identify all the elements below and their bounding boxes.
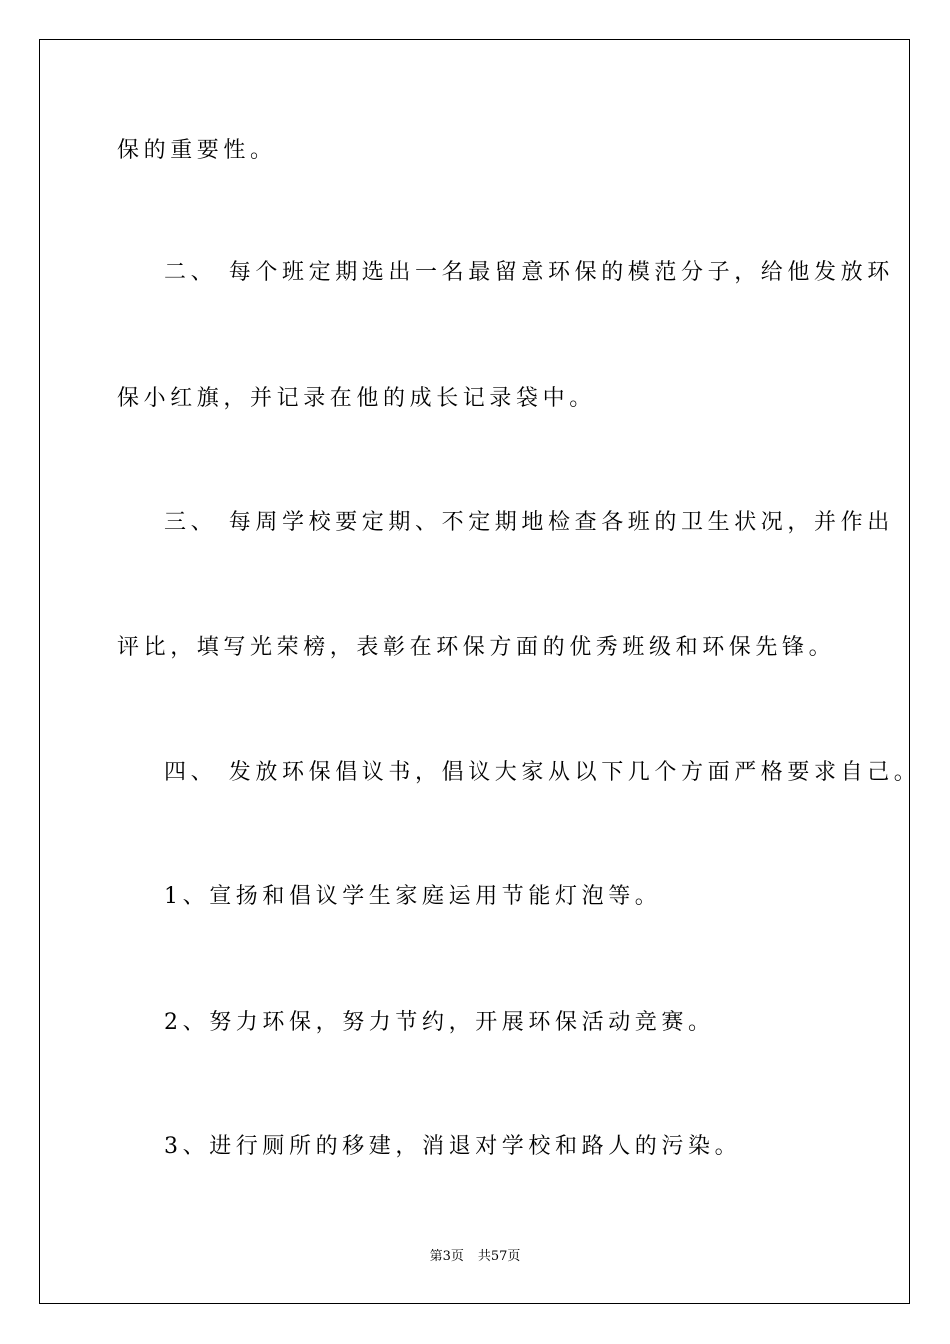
text-line-6: 四、 发放环保倡议书，倡议大家从以下几个方面严格要求自己。 [164,760,921,785]
page-footer [0,1248,950,1266]
text-line-5: 评比，填写光荣榜，表彰在环保方面的优秀班级和环保先锋。 [117,635,836,660]
text-line-8: 2、努力环保，努力节约，开展环保活动竞赛。 [164,1010,715,1035]
text-line-2: 二、 每个班定期选出一名最留意环保的模范分子，给他发放环 [164,260,894,285]
page-number: 第3页 [429,1249,464,1264]
text-line-4: 三、 每周学校要定期、不定期地检查各班的卫生状况，并作出 [164,510,894,535]
text-line-3: 保小红旗，并记录在他的成长记录袋中。 [117,386,596,411]
total-pages: 共57页 [477,1249,521,1264]
page-border [39,39,910,1304]
text-line-1: 保的重要性。 [117,138,277,163]
text-line-7: 1、宣扬和倡议学生家庭运用节能灯泡等。 [164,884,662,909]
text-line-9: 3、进行厕所的移建，消退对学校和路人的污染。 [164,1134,742,1159]
